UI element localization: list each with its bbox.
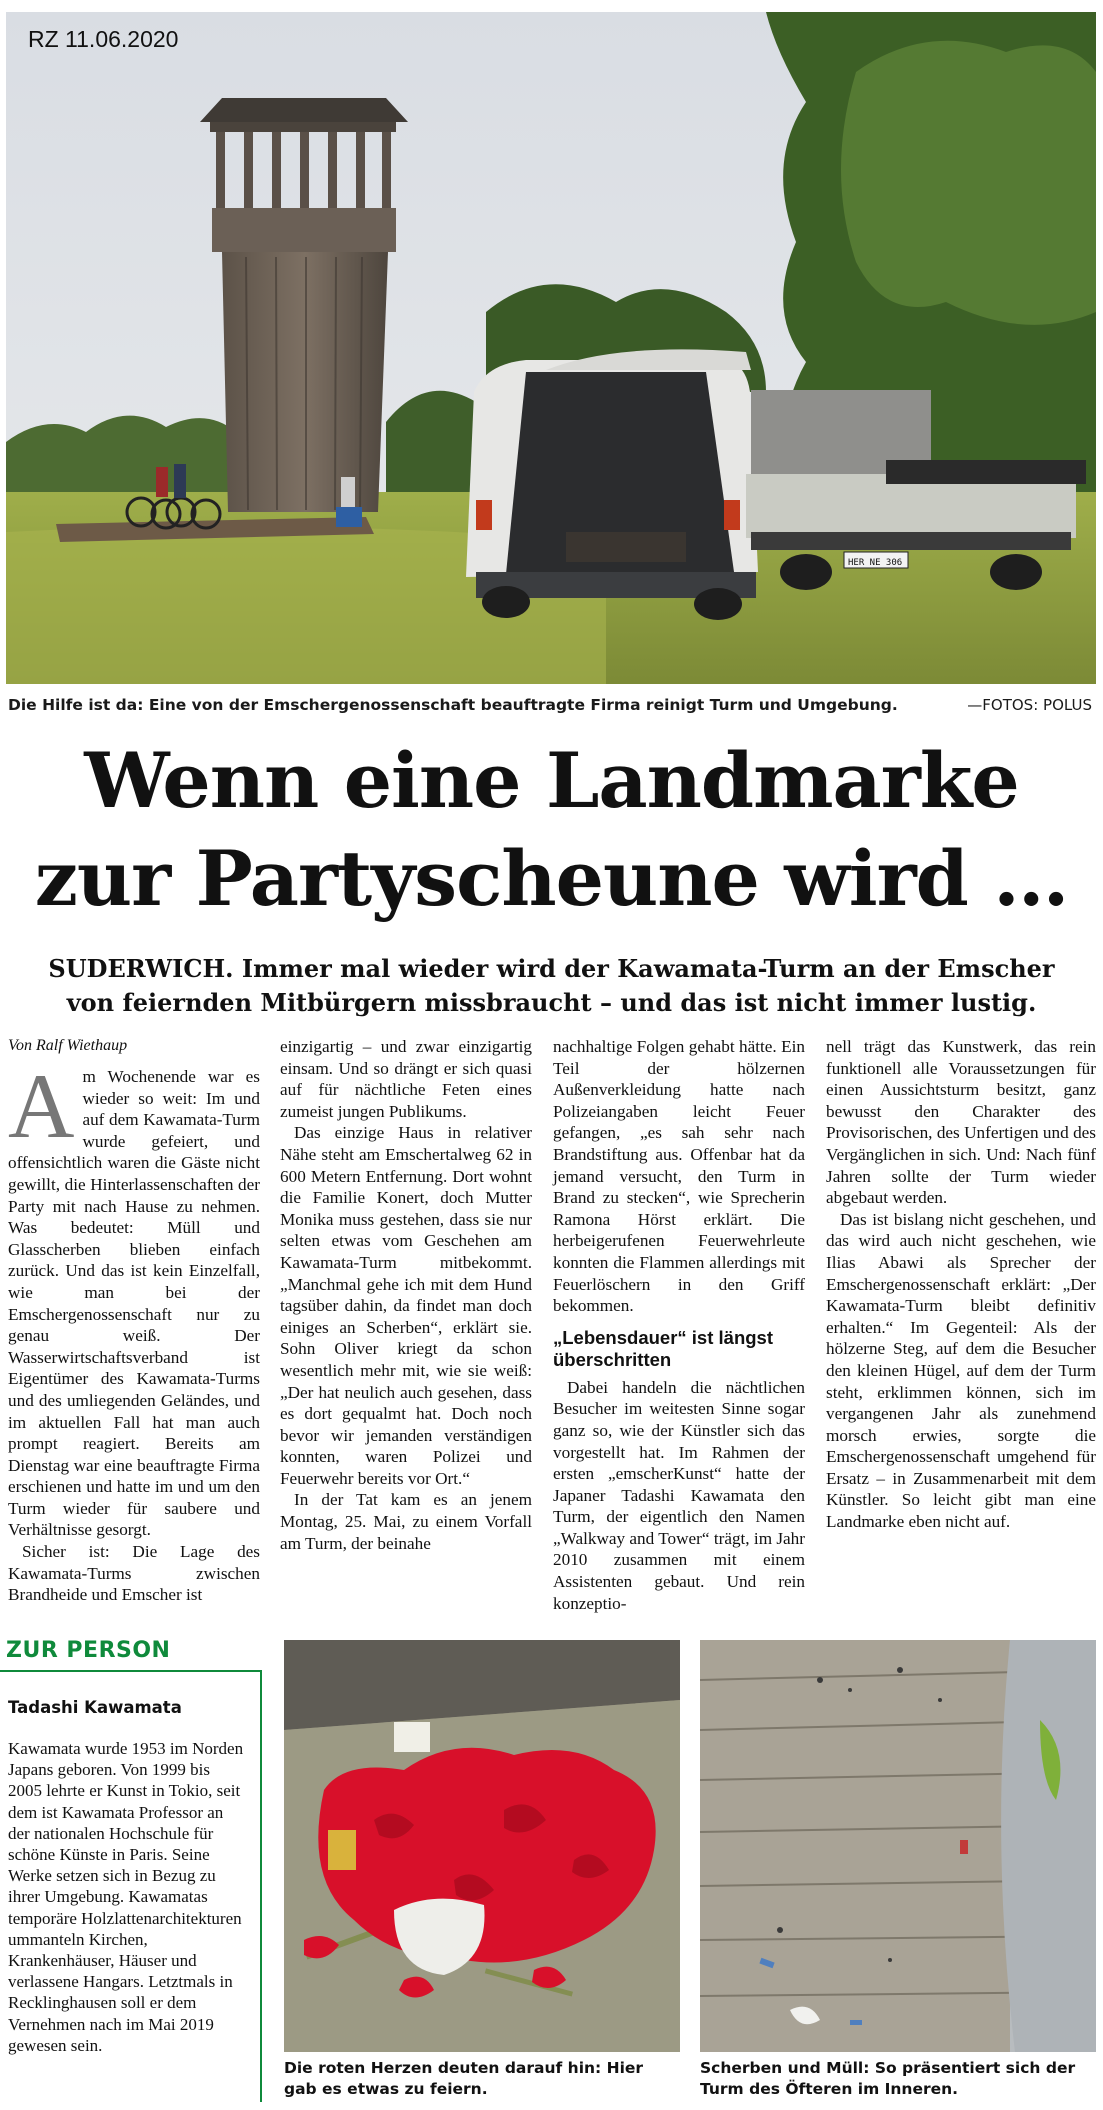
- subheading: „Lebensdauer“ ist längst überschritten: [553, 1326, 773, 1370]
- floor-debris-photo-caption: Scherben und Müll: So präsentiert sich der Turm des Öfteren im Inneren.: [700, 2059, 1076, 2098]
- person-name: Tadashi Kawamata: [8, 1698, 182, 1717]
- paragraph: einzigartig – und zwar einzigartig einsam. Und so drängt er sich quasi auf für nächtliche Feten eines zumeist jungen Publikums.: [280, 1037, 532, 1121]
- deck-line-2: von feiernden Mitbürgern missbraucht – und das ist nicht immer lustig.: [66, 988, 1037, 1017]
- paragraph: Das ist bislang nicht geschehen, und das wird auch nicht geschehen, wie Ilias Abawi als Sprecher der Emschergenossenschaft erklärt: „Der Kawamata-Turm bleibt definitiv erhalten.“ Im Gegenteil: Als der hölzerne Steg, auf dem die Besucher den kleinen Hügel, auf dem der Turm steht, erklimmen können, sich im vergangenen Jahr als zunehmend morsch erwies, sorgte die Emschergenossenschaft umgehend für Ersatz – in Zusammenarbeit mit dem Künstler. So leicht gibt man eine Landmarke eben nicht auf.: [826, 1209, 1096, 1532]
- article-column-3: [553, 1036, 805, 1614]
- paragraph: Dabei handeln die nächtlichen Besucher im weitesten Sinne sogar ganz so, wie der Künstler sich das vorgestellt hat. Im Rahmen der ersten „emscherKunst“ hatte der Japaner Tadashi Kawamata den Turm, der eigentlich den Namen „Walkway and Tower“ trägt, im Jahr 2010 zusammen mit einem Assistenten gebaut. Und rein konzeptio-: [553, 1377, 805, 1613]
- license-plate: HER NE 306: [848, 558, 903, 568]
- article-column-2: [280, 1036, 532, 1554]
- byline: Von Ralf Wiethaup: [8, 1037, 128, 1054]
- article-column-1: [8, 1055, 260, 1606]
- dropcap: A: [8, 1055, 75, 1157]
- zur-person-box: [0, 1632, 262, 2102]
- headline: [0, 732, 1103, 928]
- person-bio: Kawamata wurde 1953 im Norden Japans geboren. Von 1999 bis 2005 lehrte er Kunst in Tokio, seit dem ist Kawamata Professor an der nationalen Hochschule für schöne Künste in Paris. Seine Werke setzen sich in Bezug zu ihrer Umgebung. Kawamatas temporäre Holzlattenarchitekturen ummanteln Kirchen, Krankenhäuser, Häuser und verlassene Hangars. Letztmals in Recklinghausen soll er dem Vernehmen nach im Mai 2019 gewesen sein.: [8, 1739, 244, 2055]
- paragraph: Das einzige Haus in relativer Nähe steht am Emschertalweg 62 in 600 Metern Entfernung. Dort wohnt die Familie Konert, doch Mutter Monika muss gestehen, dass sie nur selten etwas vom Geschehen am Kawamata-Turm mitbekommt. „Manchmal gehe ich mit dem Hund tagsüber dahin, da findet man doch einiges an Scherben“, erklärt sie. Sohn Oliver kriegt da schon wesentlich mehr mit, wie sie weiß: „Der hat neulich auch gesehen, dass es dort gequalmt hat. Doch noch bevor wir jemanden verständigen konnten, waren Polizei und Feuerwehr bereits vor Ort.“: [280, 1123, 532, 1488]
- article-column-4: [826, 1036, 1096, 1533]
- headline-line-2: zur Partyscheune wird …: [34, 834, 1069, 923]
- source-date-tag: RZ 11.06.2020: [28, 26, 179, 52]
- paragraph: nell trägt das Kunstwerk, das rein funktionell alle Voraussetzungen für einen Aussichtsturm besitzt, ganz bewusst den Charakter des Provisorischen, des Unfertigen und des Vergänglichen in sich. Und: Nach fünf Jahren sollte der Turm wieder abgebaut werden.: [826, 1037, 1096, 1208]
- hero-caption-text: Die Hilfe ist da: Eine von der Emschergenossenschaft beauftragte Firma reinigt Turm und Umgebung.: [8, 696, 898, 714]
- deck: [20, 952, 1083, 1020]
- box-rule: [0, 1670, 262, 1672]
- hearts-photo: [284, 1640, 680, 2052]
- paragraph: In der Tat kam es an jenem Montag, 25. Mai, zu einem Vorfall am Turm, der beinahe: [280, 1490, 532, 1553]
- box-rule: [260, 1670, 262, 2102]
- headline-line-1: Wenn eine Landmarke: [84, 736, 1019, 825]
- paragraph: nachhaltige Folgen gehabt hätte. Ein Teil der hölzernen Außenverkleidung hatte nach Polizeiangaben leicht Feuer gefangen, „es sah sehr nach Brandstiftung aus. Offenbar hat da jemand versucht, den Turm in Brand zu stecken“, wie Sprecherin Ramona Hörst erklärt. Die herbeigerufenen Feuerwehrleute konnten die Flammen allerdings mit Feuerlöschern in den Griff bekommen.: [553, 1037, 805, 1316]
- hearts-photo-caption: Die roten Herzen deuten darauf hin: Hier gab es etwas zu feiern.: [284, 2059, 644, 2098]
- hero-caption: [8, 696, 1096, 714]
- paragraph: Sicher ist: Die Lage des Kawamata-Turms zwischen Brandheide und Emscher ist: [8, 1542, 260, 1605]
- floor-debris-photo: [700, 1640, 1096, 2052]
- deck-line-1: SUDERWICH. Immer mal wieder wird der Kawamata-Turm an der Emscher: [48, 954, 1055, 983]
- paragraph: m Wochenende war es wieder so weit: Im und auf dem Kawamata-Turm wurde gefeiert, und offensichtlich waren die Gäste nicht gewillt, die Hinterlassenschaften der Party mit nach Hause zu nehmen. Was bedeutet: Müll und Glasscherben blieben einfach zurück. Und das ist kein Einzelfall, wie man bei der Emschergenossenschaft nur zu genau weiß. Der Wasserwirtschaftsverband ist Eigentümer des Kawamata-Turms und des umliegenden Geländes, und im aktuellen Fall hat man auch prompt reagiert. Bereits am Dienstag war eine beauftragte Firma erschienen und hatte im und um den Turm wieder für saubere und Verhältnisse gesorgt.: [8, 1067, 260, 1540]
- hero-photo: [6, 12, 1096, 684]
- zur-person-title: ZUR PERSON: [6, 1638, 171, 1663]
- photo-credit: —FOTOS: POLUS: [967, 696, 1092, 714]
